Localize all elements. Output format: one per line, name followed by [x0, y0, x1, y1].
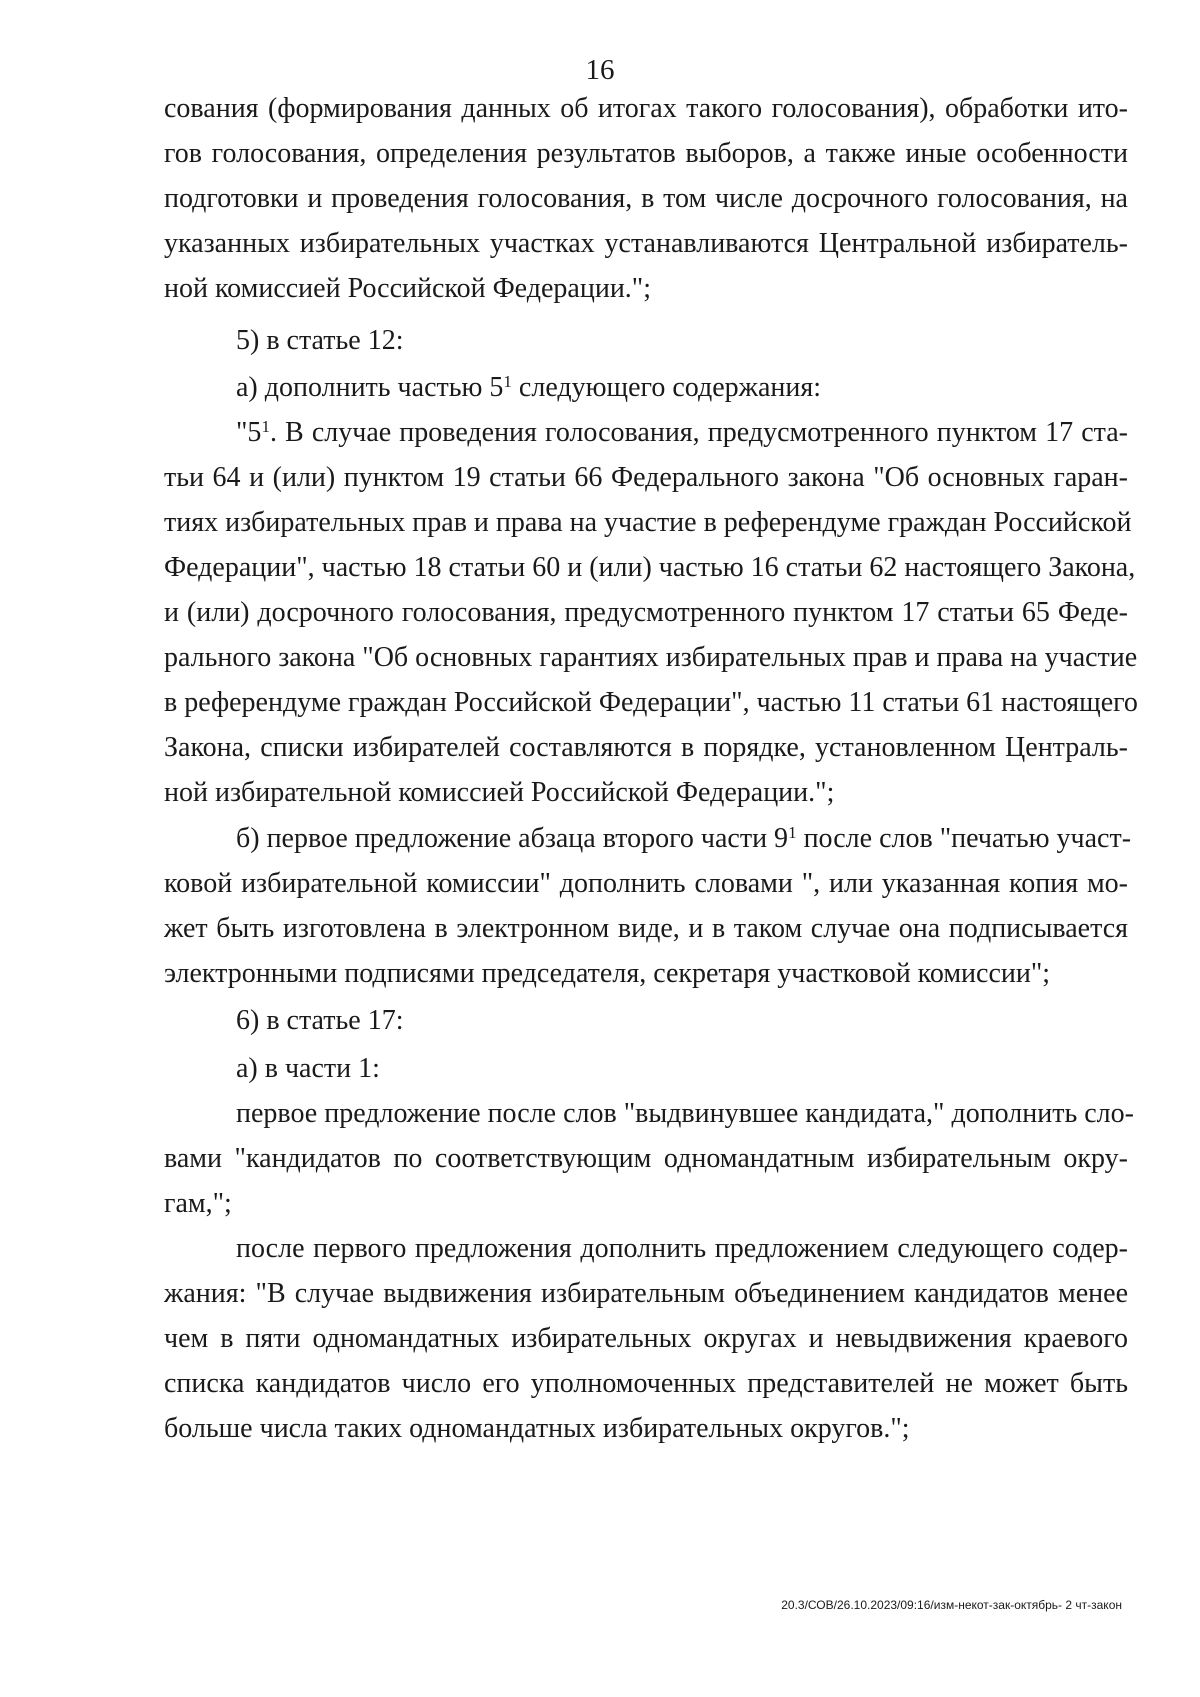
text-line: после первого предложения дополнить предложением следующего содер-	[236, 1233, 1128, 1264]
text-line: чем в пяти одномандатных избирательных округах и невыдвижения краевого	[164, 1323, 1128, 1354]
document-footer-code: 20.3/СОВ/26.10.2023/09:16/изм-некот-зак-октябрь- 2 чт-закон	[781, 1598, 1122, 1612]
text-line: ной комиссией Российской Федерации.";	[164, 273, 652, 304]
text-line: а) в части 1:	[236, 1053, 380, 1084]
text-line: гам,";	[164, 1188, 232, 1219]
superscript: 1	[503, 372, 512, 391]
text-line: 5) в статье 12:	[236, 325, 404, 356]
text-line: жет быть изготовлена в электронном виде, и в таком случае она подписывается	[164, 913, 1128, 944]
text-line: подготовки и проведения голосования, в том числе досрочного голосования, на	[164, 183, 1128, 214]
text-line: б) первое предложение абзаца второго части $9^1$ после слов "печатью участ-	[236, 823, 1132, 854]
text-line: Федерации", частью 18 статьи 60 и (или) частью 16 статьи 62 настоящего Закона,	[164, 552, 1136, 583]
text-line: списка кандидатов число его уполномоченных представителей не может быть	[164, 1368, 1128, 1399]
text-line: Закона, списки избирателей составляются в порядке, установленном Централь-	[164, 732, 1128, 763]
text-line: "$5^1$. В случае проведения голосования, предусмотренного пунктом 17 ста-	[236, 417, 1128, 448]
text-line: 6) в статье 17:	[236, 1005, 404, 1036]
text-line: жания: "В случае выдвижения избирательным объединением кандидатов менее	[164, 1278, 1128, 1309]
text-line: в референдуме граждан Российской Федерации", частью 11 статьи 61 настоящего	[164, 687, 1138, 718]
text-line: ковой избирательной комиссии" дополнить словами ", или указанная копия мо-	[164, 868, 1128, 899]
text-line: первое предложение после слов "выдвинувшее кандидата," дополнить сло-	[236, 1098, 1134, 1129]
text-line: вами "кандидатов по соответствующим одномандатным избирательным окру-	[164, 1143, 1128, 1174]
text-line: сования (формирования данных об итогах такого голосования), обработки ито-	[164, 93, 1128, 124]
text-line: указанных избирательных участках устанавливаются Центральной избиратель-	[164, 228, 1128, 259]
text-line: электронными подписями председателя, секретаря участковой комиссии";	[164, 958, 1051, 989]
text-line: тьи 64 и (или) пунктом 19 статьи 66 Федерального закона "Об основных гаран-	[164, 462, 1128, 493]
text-line: ной избирательной комиссией Российской Федерации.";	[164, 777, 835, 808]
superscript: 1	[261, 417, 270, 436]
text-line: а) дополнить частью $5^1$ следующего содержания:	[236, 372, 822, 403]
page-number: 16	[585, 54, 615, 86]
text-line: рального закона "Об основных гарантиях избирательных прав и права на участие	[164, 642, 1138, 673]
text-line: и (или) досрочного голосования, предусмотренного пунктом 17 статьи 65 Феде-	[164, 597, 1128, 628]
text-line: больше числа таких одномандатных избирательных округов.";	[164, 1413, 910, 1444]
text-line: тиях избирательных прав и права на участие в референдуме граждан Российской	[164, 507, 1132, 538]
text-line: гов голосования, определения результатов выборов, а также иные особенности	[164, 138, 1128, 169]
superscript: 1	[788, 823, 797, 842]
